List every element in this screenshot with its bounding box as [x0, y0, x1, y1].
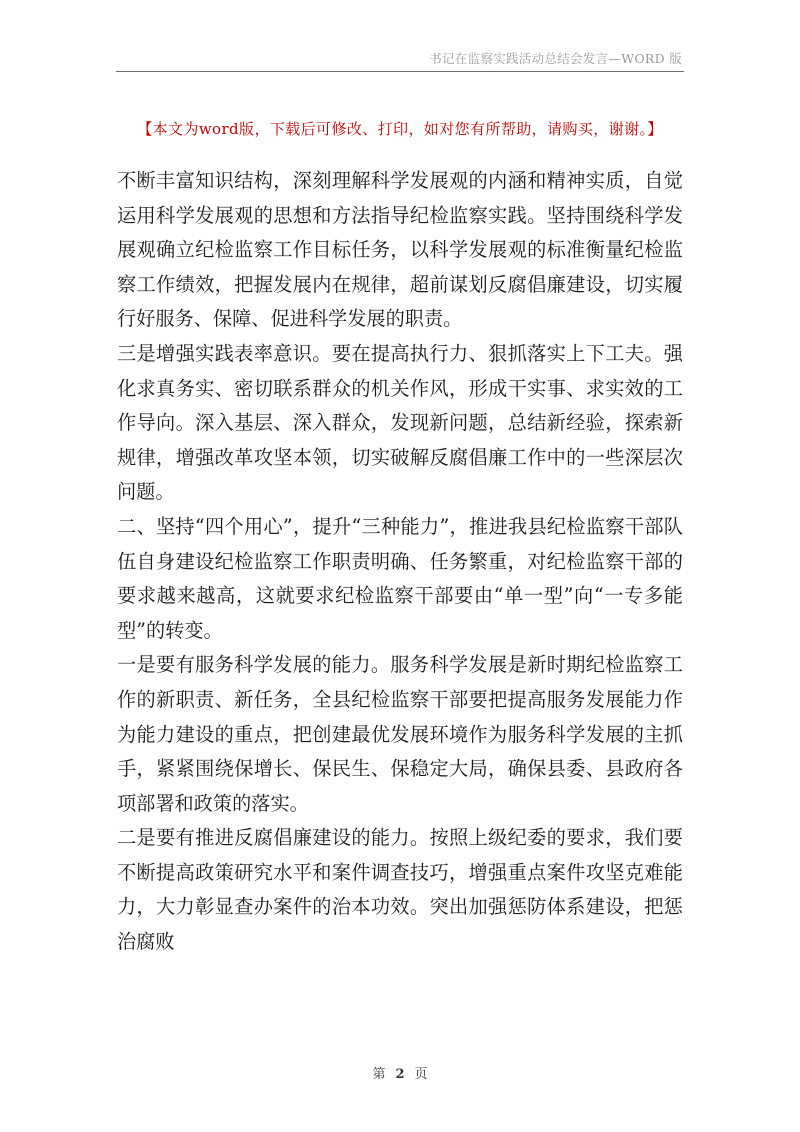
- purchase-notice: 【本文为word版，下载后可修改、打印，如对您有所帮助，请购买，谢谢。】: [137, 120, 663, 138]
- header-divider: [116, 71, 684, 72]
- body-paragraph: 三是增强实践表率意识。要在提高执行力、狠抓落实上下工夫。强化求真务实、密切联系群众的机关作风，形成干实事、求实效的工作导向。深入基层、深入群众，发现新问题，总结新经验，探索新规律，增强改革攻坚本领，切实破解反腐倡廉工作中的一些深层次问题。: [117, 341, 683, 504]
- page-number-footer: [0, 1063, 800, 1082]
- page-prefix: 第: [372, 1067, 386, 1082]
- body-paragraph: 不断丰富知识结构，深刻理解科学发展观的内涵和精神实质，自觉运用科学发展观的思想和方法指导纪检监察实践。坚持围绕科学发展观确立纪检监察工作目标任务，以科学发展观的标准衡量纪检监察工作绩效，把握发展内在规律，超前谋划反腐倡廉建设，切实履行好服务、保障、促进科学发展的职责。: [117, 169, 683, 331]
- page-suffix: 页: [414, 1067, 428, 1082]
- body-paragraph: 一是要有服务科学发展的能力。服务科学发展是新时期纪检监察工作的新职责、新任务，全县纪检监察干部要把提高服务发展能力作为能力建设的重点，把创建最优发展环境作为服务科学发展的主抓手，紧紧围绕保增长、保民生、保稳定大局，确保县委、县政府各项部署和政策的落实。: [117, 653, 683, 815]
- document-header-title: 书记在监察实践活动总结会发言—WORD 版: [429, 51, 682, 66]
- document-body: [117, 164, 683, 960]
- body-paragraph: 二是要有推进反腐倡廉建设的能力。按照上级纪委的要求，我们要不断提高政策研究水平和案件调查技巧，增强重点案件攻坚克难能力，大力彰显查办案件的治本功效。突出加强惩防体系建设，把惩治腐败: [117, 826, 683, 954]
- body-paragraph: 二、坚持“四个用心”，提升“三种能力”，推进我县纪检监察干部队伍自身建设纪检监察工作职责明确、任务繁重，对纪检监察干部的要求越来越高，这就要求纪检监察干部要由“单一型”向“一专多能型”的转变。: [117, 514, 683, 642]
- page-number: 2: [395, 1067, 405, 1082]
